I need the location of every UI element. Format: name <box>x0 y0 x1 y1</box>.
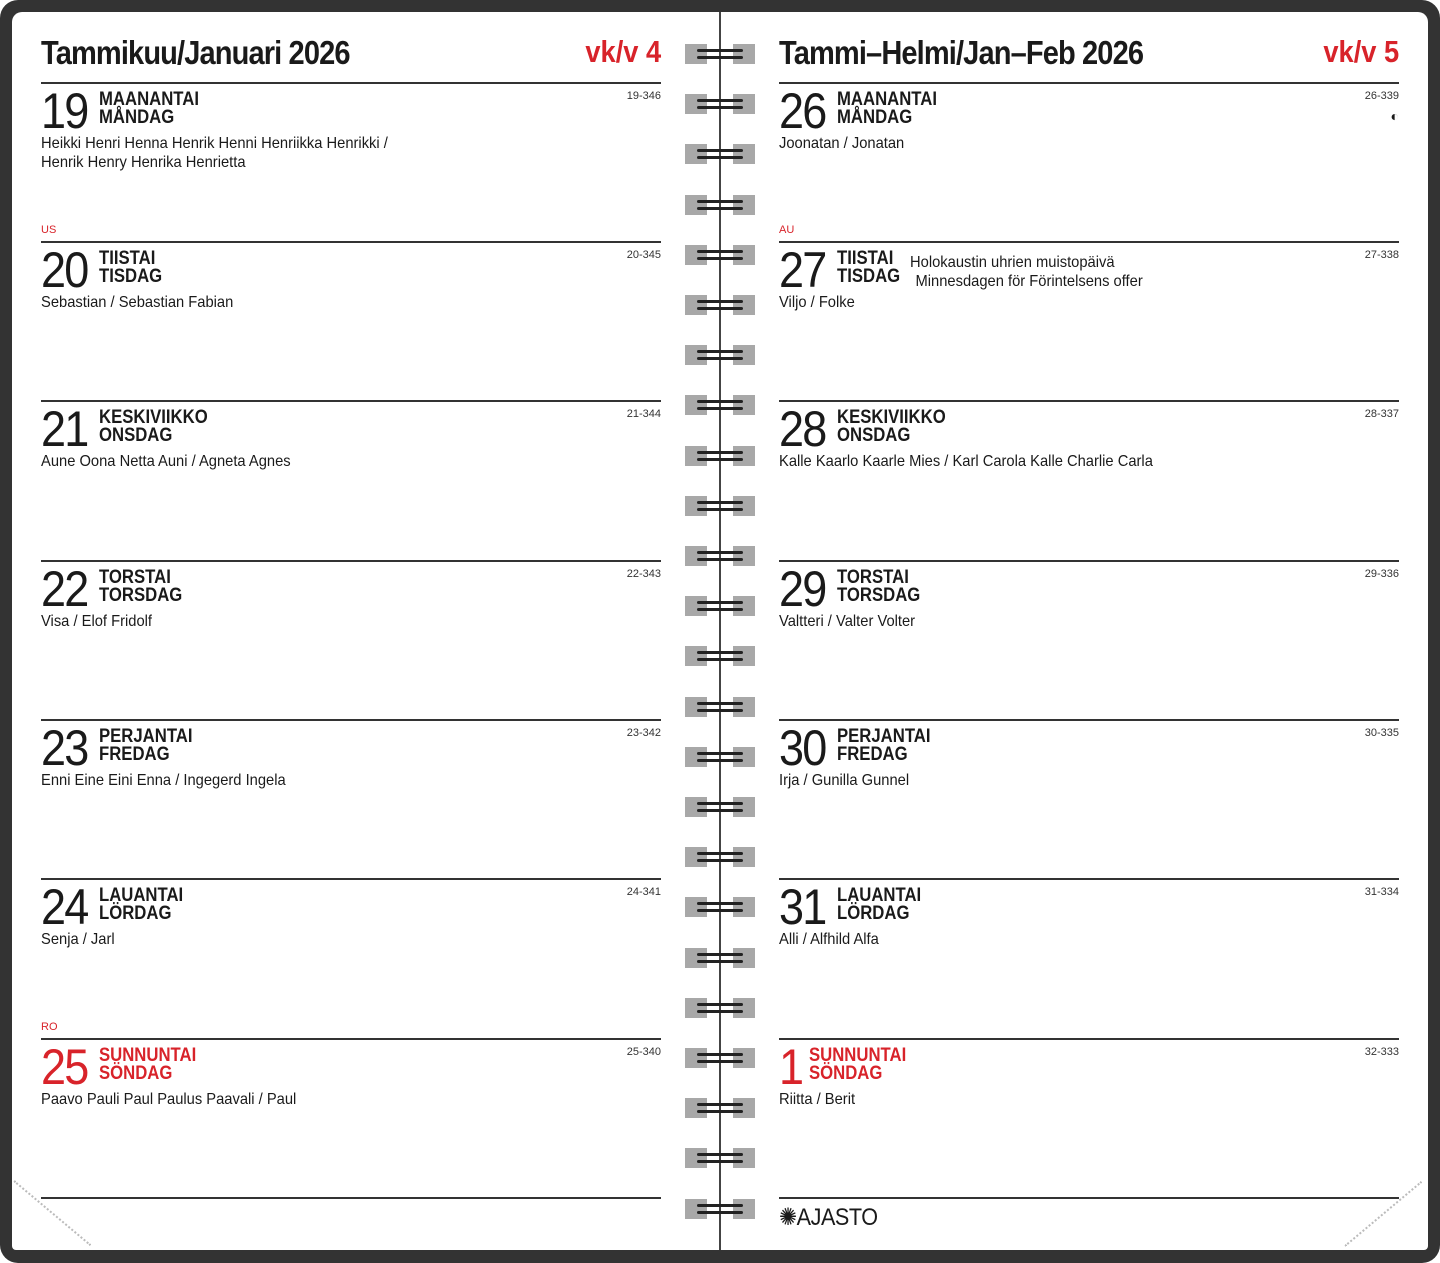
flag-day-marker: AU <box>779 224 795 236</box>
day-entry[interactable] <box>779 880 1399 1039</box>
day-entry[interactable] <box>779 402 1399 561</box>
spiral-ring <box>685 94 755 114</box>
spiral-ring <box>685 747 755 767</box>
day-number: 1 <box>779 1039 803 1095</box>
day-of-year: 22-343 <box>626 568 661 580</box>
spiral-ring <box>685 797 755 817</box>
name-day: Viljo / Folke <box>779 294 855 311</box>
day-of-year: 31-334 <box>1364 886 1399 898</box>
day-number: 31 <box>779 879 826 935</box>
weekday-sv: FREDAG <box>837 744 908 765</box>
name-day: Paavo Pauli Paul Paulus Paavali / Paul <box>41 1091 297 1108</box>
weekday-fi: MAANANTAI <box>99 89 200 110</box>
ajasto-logo <box>779 1203 878 1232</box>
spiral-ring <box>685 144 755 164</box>
weekday-fi: TORSTAI <box>99 567 171 588</box>
day-of-year: 20-345 <box>626 249 661 261</box>
half-moon-icon: ◐ <box>1390 108 1399 124</box>
day-entry[interactable] <box>41 84 661 243</box>
observance-fi: Holokaustin uhrien muistopäivä <box>910 254 1115 271</box>
weekday-names <box>837 887 921 923</box>
weekday-fi: LAUANTAI <box>99 885 184 906</box>
name-day: Visa / Elof Fridolf <box>41 613 152 630</box>
day-number: 22 <box>41 561 88 617</box>
day-number: 20 <box>41 242 88 298</box>
weekday-names <box>99 887 183 923</box>
name-day: Heikki Henri Henna Henrik Henni Henriikka Henrikki / Henrik Henry Henrika Henrietta <box>41 135 388 171</box>
left-page <box>41 0 661 1250</box>
name-day: Irja / Gunilla Gunnel <box>779 772 910 789</box>
name-day: Aune Oona Netta Auni / Agneta Agnes <box>41 453 291 470</box>
spiral-ring <box>685 1199 755 1219</box>
spiral-ring <box>685 948 755 968</box>
day-entry[interactable] <box>41 721 661 880</box>
weekday-sv: TORSDAG <box>99 585 183 606</box>
spiral-ring <box>685 395 755 415</box>
flag-day-marker: US <box>41 224 57 236</box>
day-of-year: 30-335 <box>1364 727 1399 739</box>
day-entry[interactable] <box>41 402 661 561</box>
page-header <box>779 34 1399 74</box>
weekday-fi: SUNNUNTAI <box>99 1045 197 1066</box>
weekday-names <box>99 91 199 127</box>
weekday-names <box>837 728 931 764</box>
spiral-ring <box>685 546 755 566</box>
weekday-names <box>809 1047 906 1083</box>
day-entry[interactable] <box>779 721 1399 880</box>
name-day: Valtteri / Valter Volter <box>779 613 916 630</box>
day-entry[interactable] <box>41 562 661 721</box>
day-number: 30 <box>779 720 826 776</box>
day-number: 24 <box>41 879 88 935</box>
spiral-ring <box>685 596 755 616</box>
day-number: 19 <box>41 83 88 139</box>
weekday-sv: MÅNDAG <box>837 107 913 128</box>
day-of-year: 26-339 <box>1364 90 1399 102</box>
weekday-sv: FREDAG <box>99 744 170 765</box>
weekday-fi: SUNNUNTAI <box>809 1045 907 1066</box>
name-day: Enni Eine Eini Enna / Ingegerd Ingela <box>41 772 286 789</box>
weekday-fi: LAUANTAI <box>837 885 922 906</box>
weekday-fi: PERJANTAI <box>99 726 193 747</box>
weekday-names <box>837 409 946 445</box>
spiral-ring <box>685 295 755 315</box>
weekday-fi: KESKIVIIKKO <box>99 407 208 428</box>
spiral-ring <box>685 847 755 867</box>
spiral-ring <box>685 1048 755 1068</box>
weekday-sv: LÖRDAG <box>99 903 172 924</box>
weekday-fi: TIISTAI <box>837 248 894 269</box>
name-day: Riitta / Berit <box>779 1091 856 1108</box>
day-of-year: 29-336 <box>1364 568 1399 580</box>
weekday-sv: TISDAG <box>837 266 901 287</box>
observance <box>910 253 1143 291</box>
day-number: 21 <box>41 401 88 457</box>
spiral-ring <box>685 496 755 516</box>
day-entry[interactable] <box>779 1040 1399 1199</box>
day-entry[interactable] <box>779 243 1399 402</box>
spiral-ring <box>685 195 755 215</box>
weekday-fi: MAANANTAI <box>837 89 938 110</box>
spiral-ring <box>685 646 755 666</box>
weekday-sv: MÅNDAG <box>99 107 175 128</box>
sun-icon: ✺ <box>779 1204 797 1231</box>
spiral-ring <box>685 345 755 365</box>
logo-text: AJASTO <box>796 1204 878 1231</box>
day-number: 29 <box>779 561 826 617</box>
day-of-year: 27-338 <box>1364 249 1399 261</box>
day-of-year: 23-342 <box>626 727 661 739</box>
weekday-names <box>837 250 900 286</box>
spiral-ring <box>685 1148 755 1168</box>
weekday-sv: SÖNDAG <box>809 1063 883 1084</box>
weekday-names <box>837 91 937 127</box>
weekday-sv: ONSDAG <box>837 425 911 446</box>
week-number: vk/v 4 <box>585 34 661 69</box>
weekday-names <box>99 409 208 445</box>
day-number: 23 <box>41 720 88 776</box>
month-title: Tammikuu/Januari 2026 <box>41 34 350 71</box>
spiral-ring <box>685 1098 755 1118</box>
weekday-sv: TISDAG <box>99 266 163 287</box>
page-header <box>41 34 661 74</box>
day-of-year: 32-333 <box>1364 1046 1399 1058</box>
month-title: Tammi–Helmi/Jan–Feb 2026 <box>779 34 1144 71</box>
day-of-year: 25-340 <box>626 1046 661 1058</box>
weekday-sv: ONSDAG <box>99 425 173 446</box>
weekday-sv: LÖRDAG <box>837 903 910 924</box>
weekday-names <box>99 728 193 764</box>
name-day: Sebastian / Sebastian Fabian <box>41 294 234 311</box>
weekday-names <box>837 569 920 605</box>
day-number: 26 <box>779 83 826 139</box>
day-number: 27 <box>779 242 826 298</box>
day-entry[interactable] <box>779 562 1399 721</box>
day-of-year: 24-341 <box>626 886 661 898</box>
spiral-ring <box>685 897 755 917</box>
weekday-fi: PERJANTAI <box>837 726 931 747</box>
right-page <box>779 0 1399 1250</box>
day-number: 25 <box>41 1039 88 1095</box>
spiral-ring <box>685 697 755 717</box>
week-number: vk/v 5 <box>1323 34 1399 69</box>
weekday-fi: TIISTAI <box>99 248 156 269</box>
spiral-ring <box>685 998 755 1018</box>
weekday-sv: TORSDAG <box>837 585 921 606</box>
name-day: Kalle Kaarlo Kaarle Mies / Karl Carola Kalle Charlie Carla <box>779 453 1153 470</box>
day-of-year: 19-346 <box>626 90 661 102</box>
day-entry[interactable] <box>41 1040 661 1199</box>
spiral-ring <box>685 245 755 265</box>
weekday-sv: SÖNDAG <box>99 1063 173 1084</box>
flag-day-marker: RO <box>41 1021 58 1033</box>
day-entry[interactable] <box>41 243 661 402</box>
day-entry[interactable] <box>41 880 661 1039</box>
day-entry[interactable] <box>779 84 1399 243</box>
weekday-names <box>99 1047 196 1083</box>
day-of-year: 28-337 <box>1364 408 1399 420</box>
day-number: 28 <box>779 401 826 457</box>
weekday-names <box>99 250 162 286</box>
spiral-ring <box>685 44 755 64</box>
weekday-fi: KESKIVIIKKO <box>837 407 946 428</box>
day-of-year: 21-344 <box>626 408 661 420</box>
weekday-fi: TORSTAI <box>837 567 909 588</box>
name-day: Alli / Alfhild Alfa <box>779 931 879 948</box>
observance-sv: Minnesdagen för Förintelsens offer <box>915 273 1143 290</box>
weekday-names <box>99 569 182 605</box>
name-day: Joonatan / Jonatan <box>779 135 905 152</box>
name-day: Senja / Jarl <box>41 931 115 948</box>
spiral-ring <box>685 446 755 466</box>
